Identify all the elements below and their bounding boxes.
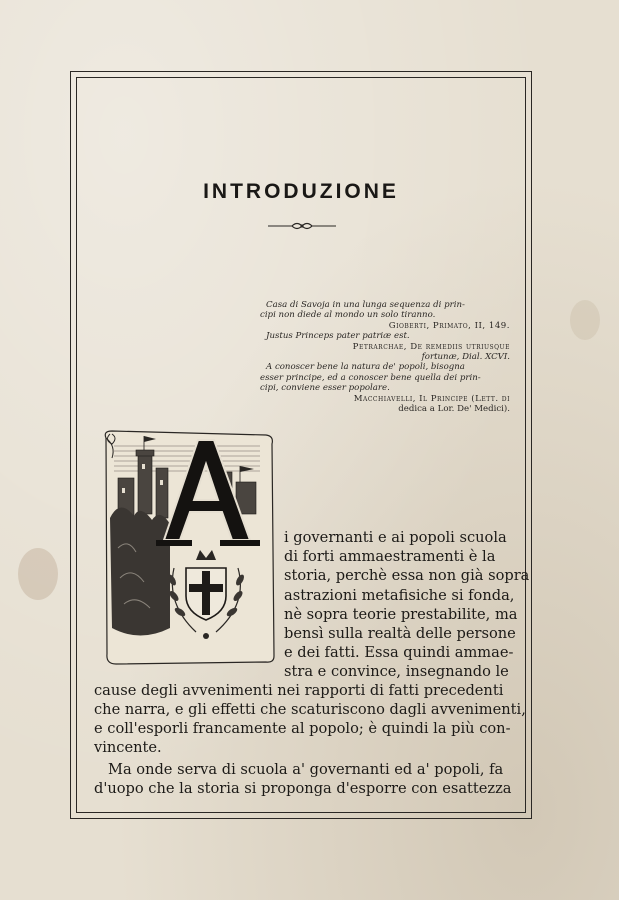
epigraph-3-source: dedica a Lor. De' Medici). — [398, 404, 510, 415]
epigraphs — [260, 300, 512, 414]
body-line: nè sopra teorie prestabilite, ma — [284, 606, 518, 623]
epigraph-1-line: cipi non diede al mondo un solo tiranno. — [260, 310, 436, 321]
body-line: e coll'esporli francamente al popolo; è quindi la più con- — [94, 720, 511, 737]
body-line: bensì sulla realtà delle persone — [284, 625, 516, 642]
epigraph-3-line: esser principe, ed a conoscer bene quella dei prin- — [260, 372, 481, 383]
body-line: storia, perchè essa non già sopra — [284, 567, 530, 584]
epigraph-3-source: Macchiavelli, Il Principe (Lett. di — [353, 393, 510, 404]
epigraph-1-source: Gioberti, Primato, II, 149. — [388, 320, 510, 331]
body-line: cause degli avvenimenti nei rapporti di fatti precedenti — [94, 682, 504, 699]
epigraph-1-line: Casa di Savoja in una lunga sequenza di prin- — [266, 300, 465, 310]
epigraph-2-source: Petrarchae, De remediis utriusque — [352, 341, 510, 352]
paper-stain — [570, 300, 600, 340]
epigraph-2-line: Justus Princeps pater patriæ est. — [266, 331, 410, 342]
epigraph-3-line: cipi, conviene esser popolare. — [260, 383, 390, 394]
body-line: e dei fatti. Essa quindi ammae- — [284, 644, 514, 661]
body-line: Ma onde serva di scuola a' governanti ed a' popoli, fa — [108, 761, 504, 778]
drop-cap-illustration — [100, 428, 278, 666]
body-line: d'uopo che la storia si proponga d'esporre con esattezza — [94, 780, 512, 797]
body-line: che narra, e gli effetti che scaturiscono dagli avvenimenti, — [94, 701, 526, 718]
title-ornament-icon — [266, 220, 338, 232]
epigraph-3-line: A conoscer bene la natura de' popoli, bisogna — [266, 362, 465, 373]
body-line: stra e convince, insegnando le — [284, 663, 509, 680]
paper-stain — [18, 548, 58, 600]
body-line: di forti ammaestramenti è la — [284, 548, 496, 565]
epigraph-2-source: fortunæ, Dial. XCVI. — [421, 352, 510, 363]
chapter-title: INTRODUZIONE — [203, 180, 399, 203]
body-line: i governanti e ai popoli scuola — [284, 529, 507, 546]
body-line: vincente. — [94, 739, 162, 756]
body-line: astrazioni metafisiche si fonda, — [284, 587, 515, 604]
